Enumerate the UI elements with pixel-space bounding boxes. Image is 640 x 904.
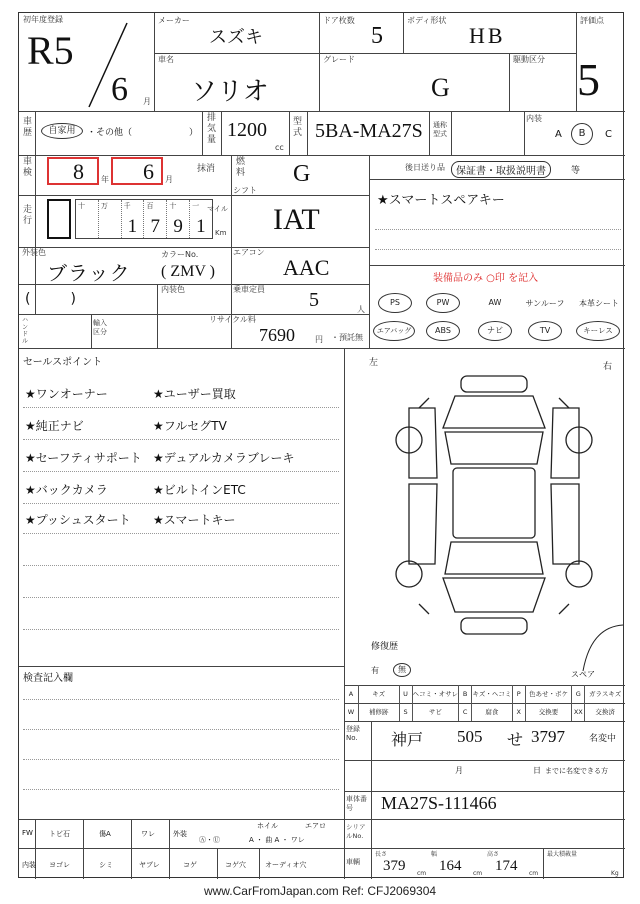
height-label: 高さ (487, 851, 500, 858)
damage-legend-row-2: W 補修跡 S サビ C 腐食 X 交換要 XX 交換済 (344, 703, 625, 721)
reg-month: 6 (111, 71, 128, 108)
mileage-odometer (75, 199, 213, 239)
chassis-label: 車体番号 (346, 795, 367, 812)
year-suffix: 年 (101, 175, 109, 184)
name-change: 名変中 (589, 734, 617, 744)
first-reg-label: 初年度登録 (23, 15, 63, 24)
fw-chip: トビ石 (49, 830, 70, 838)
score-label: 評価点 (580, 16, 604, 25)
interior-dirt: ヨゴレ (49, 861, 70, 869)
reg-no-label: 登録No. (346, 725, 360, 742)
cancel-label: 抹消 (197, 164, 216, 174)
right-rear-door-shape (551, 484, 579, 564)
hood-shape (443, 396, 545, 428)
width-label: 幅 (431, 851, 438, 858)
length-value: 379 (383, 858, 406, 874)
height-value: 174 (495, 858, 518, 874)
max-load-label: 最大積載量 (547, 851, 578, 858)
rear-bumper-shape (461, 618, 527, 634)
option-navi: ナビ (475, 321, 515, 341)
grade-label: グレード (323, 55, 355, 64)
drive-label: 駆動区分 (513, 55, 545, 64)
wheel-options: Ⓐ・Ⓤ (199, 836, 220, 844)
body-label: ボディ形状 (407, 16, 447, 25)
interior-stain: シミ (99, 861, 113, 869)
front-bumper-shape (461, 376, 527, 392)
recycle-fee: 7690 (259, 325, 295, 345)
sales-line-4a: ★バックカメラ (25, 483, 108, 497)
digit-label-1: 万 (100, 202, 108, 210)
fuel-label: 燃料 (235, 157, 245, 178)
chassis-number: MA27S-111466 (381, 793, 497, 813)
inspection-label: 車検 (22, 157, 32, 178)
left-front-door-shape (409, 408, 437, 478)
recycle-label: リサイクル料 (209, 315, 256, 324)
interior-color-paren: ( ) (25, 291, 76, 307)
option-pw: PW (423, 293, 463, 313)
car-diagram (389, 368, 599, 648)
import-label: 輸入区分 (93, 319, 107, 336)
sales-line-2b: ★フルセグTV (153, 419, 227, 433)
option-tv: TV (525, 321, 565, 341)
width-unit: cm (473, 870, 483, 877)
maker-label: メーカー (158, 16, 190, 25)
aero-options: A ・ 曲 A ・ ワレ (249, 836, 305, 844)
later-items-circled: 保証書・取扱説明書 (451, 161, 551, 178)
mileage-unit-miles: マイル (207, 205, 228, 213)
option-ps: PS (375, 293, 415, 313)
equipment-note: 装備品のみ ○印 を記入 (433, 273, 539, 284)
digit-label-5: 一 (192, 202, 200, 210)
month-suffix: 月 (165, 175, 173, 184)
digit-label-3: 百 (146, 202, 154, 210)
model-label: 車名 (158, 55, 174, 64)
right-rear-wheel-shape (566, 561, 592, 587)
auction-sheet (18, 12, 624, 878)
mileage-blank-box (47, 199, 71, 239)
history-label: 車歴 (22, 117, 32, 138)
fw-crack: ワレ (141, 830, 155, 838)
option-airbag: エアバッグ (371, 321, 417, 341)
digit-label-4: 十 (169, 202, 177, 210)
model-value: ソリオ (191, 77, 269, 107)
sales-line-5a: ★プッシュスタート (25, 513, 131, 527)
left-rear-door-shape (409, 484, 437, 564)
reg-class-no: 505 (457, 727, 483, 746)
mileage-unit-km: Km (215, 229, 227, 237)
color-value: ブラック (47, 261, 131, 285)
interior-b-circled: B (571, 123, 593, 145)
dims-label: 車輌 (346, 858, 360, 866)
footer-watermark: www.CarFromJapan.com Ref: CFJ2069304 (203, 884, 437, 898)
cc-unit: cc (275, 143, 284, 152)
type-label: 型式 (292, 117, 302, 138)
ac-value: AAC (283, 255, 330, 280)
option-leather: 本革シート (579, 299, 619, 308)
damage-legend (344, 685, 625, 721)
inspection-notes-title: 検査記入欄 (23, 673, 73, 684)
interior-burn-hole: コゲ穴 (225, 861, 246, 869)
sales-line-4b: ★ビルトインETC (153, 483, 246, 497)
exterior-label: 外装 (173, 830, 187, 838)
sales-line-3b: ★デュアルカメラブレーキ (153, 451, 295, 465)
sales-line-5b: ★スマートキー (153, 513, 236, 527)
digit-label-2: 千 (123, 202, 131, 210)
wheel-label: ホイル (257, 822, 278, 830)
fw-row (19, 819, 344, 848)
interior-grade-label: 内装 (526, 114, 542, 123)
reg-place: 神戸 (391, 730, 424, 749)
interior-color-label: 内装色 (161, 285, 185, 294)
capacity-label: 乗車定員 (233, 285, 265, 294)
rear-glass-shape (445, 542, 543, 574)
doors-label: ドア枚数 (323, 16, 355, 25)
sales-line-3a: ★セーフティサポート (25, 451, 142, 465)
inspection-year: 8 (73, 159, 84, 184)
reg-number: 3797 (531, 727, 565, 746)
interior-audio-hole: オーディオ穴 (265, 861, 307, 869)
sales-line-2a: ★純正ナビ (25, 419, 84, 433)
diagram-right-label: 右 (603, 362, 613, 372)
mileage-digit-4: 9 (173, 216, 183, 237)
diagram-left-label: 左 (369, 358, 379, 368)
score-value: 5 (577, 54, 600, 105)
shift-label: シフト (233, 186, 257, 195)
body-value: HB (469, 23, 506, 48)
history-other: ・その他（ (87, 128, 133, 138)
damage-legend-row-1: A キズ U ヘコミ・オサレ B キズ・ヘコミ P 色あせ・ボケ G ガラスキズ (344, 685, 625, 703)
spare-tire-diagram (581, 623, 625, 673)
doors-value: 5 (371, 23, 383, 49)
ac-label: エアコン (233, 248, 265, 257)
fw-scratch: 傷A (99, 830, 111, 838)
mileage-digit-2: 1 (127, 216, 138, 237)
mileage-label: 走行 (22, 205, 32, 226)
fuel-value: G (293, 161, 311, 187)
history-other-end: ） (189, 128, 199, 138)
displacement-value: 1200 (227, 119, 267, 141)
inspection-month-box (111, 157, 163, 185)
sales-line-1a: ★ワンオーナー (25, 387, 108, 401)
deposit-status: ・預託無 (331, 333, 363, 342)
slash-mark (79, 21, 139, 109)
interior-tear: ヤブレ (139, 861, 160, 869)
capacity-value: 5 (309, 289, 319, 311)
later-items-label: 後日送り品 (405, 163, 445, 172)
max-load-unit: Kg (611, 870, 619, 877)
interior-burn: コゲ (183, 861, 197, 869)
reg-year: R5 (27, 28, 74, 73)
aero-label: エアロ (305, 822, 326, 830)
shift-value: IAT (273, 203, 320, 236)
serial-label: シリアルNo. (346, 823, 366, 840)
roof-shape (453, 468, 535, 538)
windshield-shape (445, 432, 543, 464)
type-value: 5BA-MA27S (315, 120, 423, 142)
option-aw: AW (488, 298, 502, 307)
inspection-month: 6 (143, 159, 154, 184)
displacement-label: 排気量 (206, 113, 216, 145)
maker-value: スズキ (209, 27, 263, 48)
width-value: 164 (439, 858, 462, 874)
sales-line-1b: ★ユーザー買取 (153, 387, 236, 401)
handle-label: ハンドル (22, 317, 29, 345)
digit-label-0: 十 (78, 202, 85, 210)
mileage-digit-3: 7 (150, 216, 160, 237)
interior-row (19, 848, 344, 879)
height-unit: cm (529, 870, 539, 877)
fw-label: FW (22, 829, 33, 837)
repair-yes: 有 (371, 666, 379, 675)
mileage-digit-5: 1 (196, 216, 206, 237)
spare-label: スペア (571, 670, 595, 679)
trunk-shape (443, 578, 545, 612)
color-no-value: ( ZMV ) (161, 263, 215, 280)
left-rear-wheel-shape (396, 561, 422, 587)
color-no-label: カラーNo. (161, 250, 199, 259)
length-label: 長さ (375, 851, 388, 858)
history-private-circled: 自家用 (41, 123, 83, 139)
repair-history-label: 修復歴 (371, 642, 399, 652)
color-label: 外装色 (22, 248, 46, 257)
class-label: 通称型式 (433, 121, 447, 138)
reg-month-label: 月 (455, 766, 463, 775)
option-keyless: キーレス (575, 321, 621, 341)
later-items-etc: 等 (571, 166, 581, 176)
reg-day-label: 日 (533, 766, 541, 775)
reg-month-suffix: 月 (143, 97, 151, 106)
interior-a: A (555, 129, 562, 140)
option-sunroof: サンルーフ (525, 299, 565, 308)
name-change-deadline: までに名変できる方 (545, 767, 608, 775)
grade-value: G (431, 73, 450, 102)
length-unit: cm (417, 870, 427, 877)
interior-c: C (605, 129, 612, 140)
sales-title: セールスポイント (23, 357, 103, 368)
yen-unit: 円 (315, 335, 323, 344)
repair-no-circled: 無 (393, 663, 411, 677)
right-front-door-shape (551, 408, 579, 478)
capacity-unit: 人 (357, 305, 365, 314)
smart-key-note: ★スマートスペアキー (377, 193, 505, 208)
reg-kana: せ (507, 730, 524, 749)
interior-condition-label: 内装 (22, 861, 36, 869)
option-abs: ABS (423, 321, 463, 341)
